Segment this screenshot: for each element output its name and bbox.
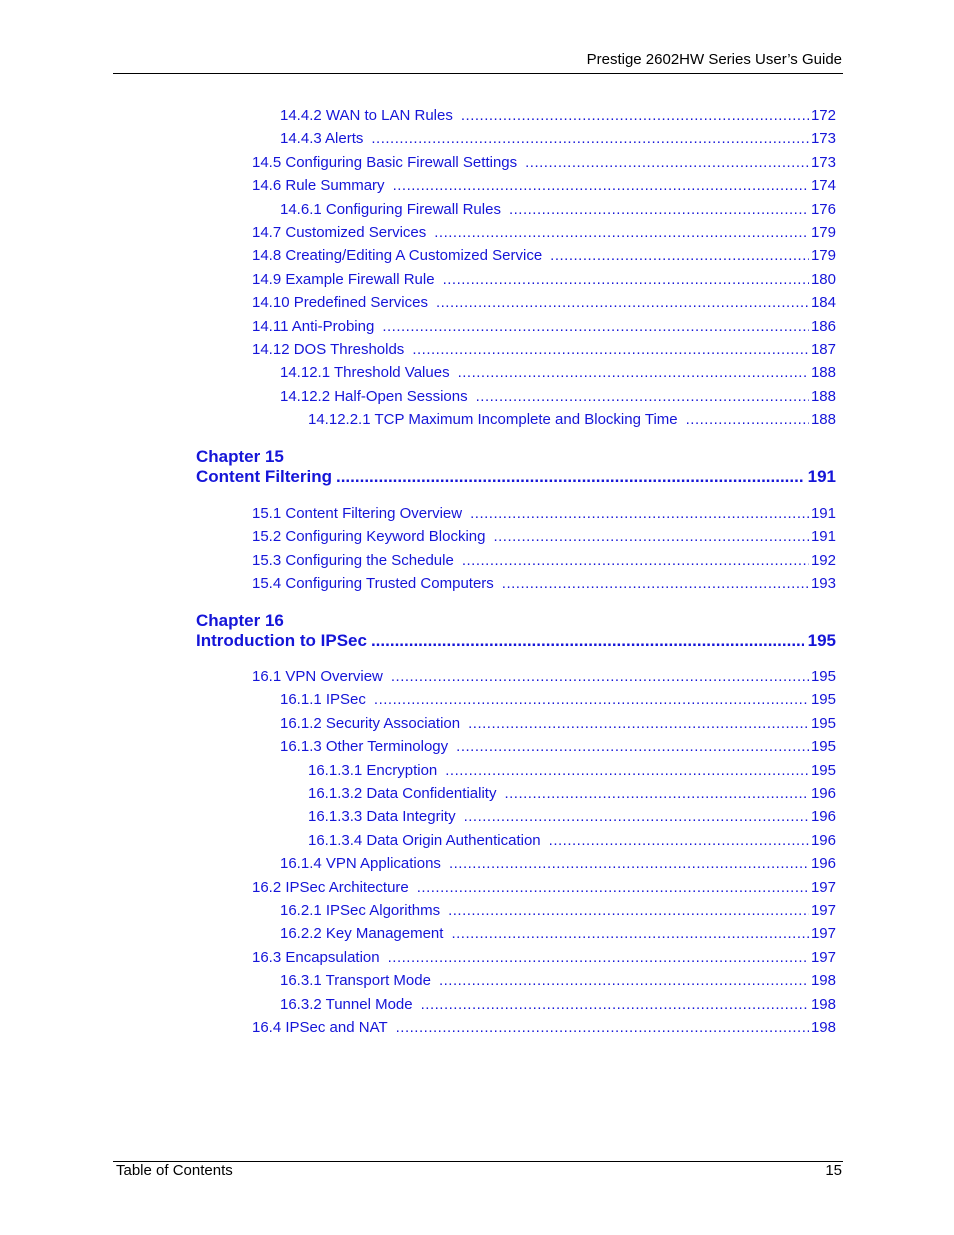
toc-entry-label: 14.7 Customized Services (252, 224, 427, 241)
leader-dots (371, 130, 809, 148)
leader-dots (439, 972, 809, 990)
toc-entry-page: 179 (810, 224, 836, 241)
toc-entry-label: 14.12.1 Threshold Values (280, 364, 450, 382)
toc-entry-page: 174 (810, 177, 836, 195)
toc-entry-label: 15.2 Configuring Keyword Blocking (252, 528, 486, 546)
toc-entry-label: 16.1.3.2 Data Confidentiality (308, 785, 497, 802)
chapter-16-title: Introduction to IPSec (196, 631, 367, 650)
leader-dots (550, 247, 809, 265)
chapter-16-label[interactable]: Chapter 16 (196, 611, 284, 630)
chapter-16-title-row[interactable] (196, 631, 836, 651)
toc-entry[interactable] (252, 668, 836, 686)
toc-entry-label: 16.1.3.1 Encryption (308, 761, 438, 779)
toc-entry[interactable] (252, 154, 836, 172)
toc-entry-page: 184 (810, 294, 836, 312)
leader-dots (461, 107, 809, 125)
footer-section-name: Table of Contents (116, 1162, 233, 1179)
leader-dots (417, 879, 809, 897)
leader-dots (464, 808, 809, 826)
toc-entry[interactable] (280, 738, 836, 756)
chapter-16-page: 195 (807, 631, 836, 650)
chapter-15-label[interactable]: Chapter 15 (196, 447, 284, 466)
toc-entry-page: 188 (810, 387, 836, 405)
toc-entry-page: 173 (810, 153, 836, 171)
leader-dots (396, 1019, 809, 1037)
toc-entry-page: 186 (810, 317, 836, 335)
toc-entry[interactable] (252, 552, 836, 570)
toc-entry-label: 16.1.4 VPN Applications (280, 855, 441, 873)
leader-dots (549, 832, 809, 850)
toc-entry-label: 16.1.3.4 Data Origin Authentication (308, 831, 541, 849)
leader-dots (421, 996, 809, 1014)
toc-entry-label: 16.2.2 Key Management (280, 925, 444, 943)
chapter-15-title-row[interactable] (196, 467, 836, 487)
toc-entry-page: 197 (810, 878, 836, 896)
toc-entry-page: 188 (810, 364, 836, 382)
toc-entry[interactable] (280, 201, 836, 219)
toc-entry[interactable] (308, 785, 836, 803)
leader-dots (412, 341, 809, 359)
leader-dots (336, 467, 804, 487)
leader-dots (468, 715, 809, 733)
toc-entry-label: 14.6.1 Configuring Firewall Rules (280, 200, 501, 218)
toc-entry[interactable] (252, 294, 836, 312)
leader-dots (525, 154, 809, 172)
leader-dots (371, 631, 804, 651)
leader-dots (393, 177, 809, 195)
toc-entry-label: 16.2 IPSec Architecture (252, 878, 409, 896)
toc-entry-page: 195 (810, 714, 836, 732)
toc-entry[interactable] (252, 879, 836, 897)
toc-entry-page: 198 (810, 995, 836, 1013)
leader-dots (458, 364, 809, 382)
toc-entry-label: 14.9 Example Firewall Rule (252, 270, 435, 288)
leader-dots (391, 668, 809, 686)
toc-entry-page: 196 (810, 831, 836, 849)
leader-dots (476, 388, 809, 406)
toc-entry[interactable] (280, 107, 836, 125)
toc-entry-label: 15.3 Configuring the Schedule (252, 551, 454, 569)
toc-entry[interactable] (280, 855, 836, 873)
toc-entry-page: 196 (810, 808, 836, 826)
toc-entry-page: 195 (810, 668, 836, 685)
leader-dots (445, 762, 809, 780)
leader-dots (509, 201, 809, 219)
leader-dots (448, 902, 809, 920)
toc-entry-label: 14.4.2 WAN to LAN Rules (280, 107, 453, 124)
toc-entry[interactable] (252, 318, 836, 336)
toc-entry-label: 14.10 Predefined Services (252, 294, 428, 312)
toc-entry-page: 193 (810, 575, 836, 593)
footer-page-number: 15 (825, 1162, 842, 1179)
toc-entry[interactable] (308, 762, 836, 780)
toc-entry-label: 14.5 Configuring Basic Firewall Settings (252, 153, 518, 171)
toc-entry-label: 16.2.1 IPSec Algorithms (280, 902, 441, 919)
toc-entry-label: 16.3.2 Tunnel Mode (280, 995, 413, 1013)
toc-entry[interactable] (280, 364, 836, 382)
toc-entry-label: 14.6 Rule Summary (252, 177, 385, 195)
toc-entry-page: 192 (810, 551, 836, 569)
leader-dots (686, 411, 809, 429)
toc-entry-label: 14.12.2 Half-Open Sessions (280, 387, 468, 405)
toc-entry[interactable] (252, 505, 836, 523)
toc-entry-label: 16.1.3.3 Data Integrity (308, 808, 456, 826)
header-rule (113, 73, 843, 74)
toc-entry-label: 16.4 IPSec and NAT (252, 1019, 388, 1036)
chapter-15-page: 191 (807, 467, 836, 486)
leader-dots (462, 552, 809, 570)
toc-entry-page: 196 (810, 785, 836, 802)
toc-entry-page: 198 (810, 972, 836, 990)
toc-entry-label: 15.4 Configuring Trusted Computers (252, 575, 494, 593)
toc-entry[interactable] (252, 341, 836, 359)
leader-dots (382, 318, 809, 336)
toc-entry-page: 191 (810, 528, 836, 546)
toc-entry[interactable] (252, 1019, 836, 1037)
toc-entry[interactable] (252, 271, 836, 289)
toc-entry-label: 16.1.2 Security Association (280, 714, 461, 732)
toc-entry-page: 176 (810, 200, 836, 218)
toc-entry-page: 197 (810, 902, 836, 919)
toc-entry[interactable] (280, 691, 836, 709)
toc-entry-page: 191 (810, 505, 836, 522)
toc-entry-label: 14.8 Creating/Editing A Customized Service (252, 247, 543, 265)
toc-entry[interactable] (308, 808, 836, 826)
leader-dots (456, 738, 809, 756)
leader-dots (449, 855, 809, 873)
toc-entry-label: 16.1.3 Other Terminology (280, 738, 449, 756)
toc-entry-page: 173 (810, 130, 836, 148)
toc-entry[interactable] (280, 925, 836, 943)
toc-entry-label: 16.3.1 Transport Mode (280, 972, 431, 990)
toc-entry[interactable] (252, 177, 836, 195)
toc-entry[interactable] (252, 949, 836, 967)
toc-entry-page: 197 (810, 925, 836, 943)
leader-dots (374, 691, 809, 709)
toc-entry-page: 197 (810, 948, 836, 966)
toc-entry-label: 14.12.2.1 TCP Maximum Incomplete and Blocking Time (308, 411, 678, 429)
toc-entry[interactable] (280, 902, 836, 920)
toc-entry-label: 14.12 DOS Thresholds (252, 341, 405, 358)
toc-entry-page: 198 (810, 1019, 836, 1036)
toc-entry-label: 16.3 Encapsulation (252, 948, 380, 966)
leader-dots (436, 294, 809, 312)
toc-entry-page: 195 (810, 738, 836, 756)
toc-entry-page: 195 (810, 691, 836, 709)
toc-entry[interactable] (252, 224, 836, 242)
toc-entry-page: 180 (810, 270, 836, 288)
toc-entry[interactable] (308, 411, 836, 429)
toc-entry-label: 14.11 Anti-Probing (252, 317, 375, 335)
toc-entry-page: 172 (810, 107, 836, 124)
leader-dots (451, 925, 809, 943)
toc-entry-page: 187 (810, 341, 836, 358)
toc-entry[interactable] (280, 996, 836, 1014)
leader-dots (502, 575, 809, 593)
leader-dots (504, 785, 809, 803)
toc-entry[interactable] (252, 528, 836, 546)
toc-entry-label: 15.1 Content Filtering Overview (252, 505, 463, 522)
toc-entry[interactable] (252, 575, 836, 593)
toc-entry-label: 16.1.1 IPSec (280, 691, 366, 709)
toc-entry[interactable] (252, 247, 836, 265)
toc-entry-label: 16.1 VPN Overview (252, 668, 383, 685)
toc-entry[interactable] (280, 715, 836, 733)
leader-dots (493, 528, 809, 546)
toc-entry-page: 196 (810, 855, 836, 873)
leader-dots (470, 505, 809, 523)
leader-dots (388, 949, 809, 967)
toc-entry-label: 14.4.3 Alerts (280, 130, 364, 148)
chapter-15-title: Content Filtering (196, 467, 332, 486)
header-title: Prestige 2602HW Series User’s Guide (586, 51, 842, 68)
toc-entry-page: 195 (810, 761, 836, 779)
toc-entry[interactable] (280, 130, 836, 148)
leader-dots (434, 224, 809, 242)
toc-entry[interactable] (308, 832, 836, 850)
leader-dots (443, 271, 809, 289)
toc-entry-page: 179 (810, 247, 836, 265)
toc-entry[interactable] (280, 388, 836, 406)
toc-entry-page: 188 (810, 411, 836, 429)
toc-entry[interactable] (280, 972, 836, 990)
